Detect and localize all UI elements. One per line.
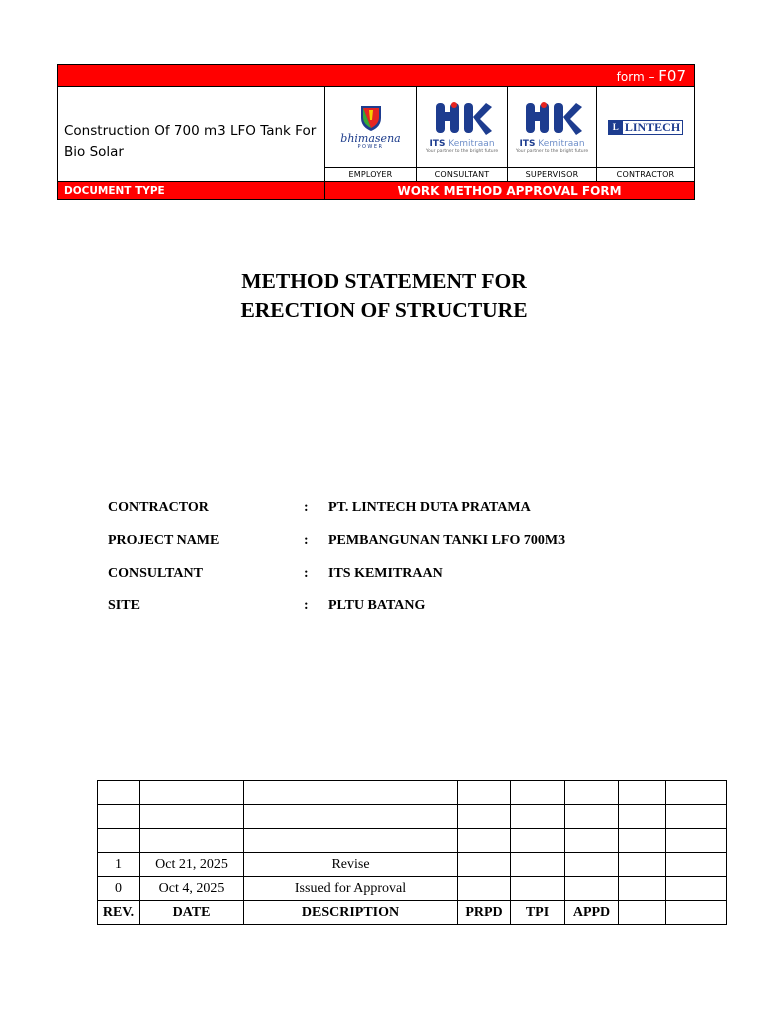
revision-table	[97, 780, 727, 925]
revision-table-cell	[458, 805, 511, 829]
consultant-logo-tagline: Your partner to the bright future	[425, 149, 499, 154]
revision-table-cell: Oct 4, 2025	[140, 877, 244, 901]
revision-table-cell	[244, 829, 458, 853]
form-code-bar	[58, 65, 694, 87]
info-separator: :	[304, 566, 309, 581]
lintech-logo-icon: L	[609, 121, 623, 134]
revision-table-cell	[511, 829, 565, 853]
revision-table-cell	[98, 781, 140, 805]
form-header	[57, 64, 695, 200]
revision-table-cell	[565, 877, 619, 901]
revision-table-cell	[666, 877, 727, 901]
revision-table-cell	[666, 901, 727, 925]
role-contractor: CONTRACTOR	[597, 167, 694, 181]
revision-table-row	[98, 877, 727, 901]
info-value: PEMBANGUNAN TANKI LFO 700M3	[328, 533, 566, 548]
info-label: PROJECT NAME	[108, 533, 220, 548]
revision-table-cell: TPI	[511, 901, 565, 925]
revision-table-row	[98, 829, 727, 853]
revision-table-cell	[140, 781, 244, 805]
supervisor-logo-text: ITS Kemitraan	[519, 139, 585, 149]
revision-table-cell	[140, 805, 244, 829]
revision-table-cell	[619, 805, 666, 829]
document-title-line-1: METHOD STATEMENT FOR	[241, 269, 527, 293]
form-code-prefix: form –	[616, 70, 659, 84]
info-separator: :	[304, 598, 309, 613]
revision-table-cell	[98, 805, 140, 829]
revision-table-cell: APPD	[565, 901, 619, 925]
revision-table-cell	[619, 829, 666, 853]
revision-table-cell	[666, 853, 727, 877]
revision-table-cell	[619, 901, 666, 925]
revision-table-cell	[458, 781, 511, 805]
revision-table-cell	[458, 877, 511, 901]
revision-table-cell	[511, 853, 565, 877]
lintech-logo	[608, 120, 683, 135]
revision-table-cell	[98, 829, 140, 853]
revision-table-row	[98, 805, 727, 829]
revision-table-cell: 0	[98, 877, 140, 901]
revision-table-cell	[140, 829, 244, 853]
revision-table-cell	[619, 853, 666, 877]
its-logo-icon	[430, 99, 494, 139]
revision-table-cell: PRPD	[458, 901, 511, 925]
document-title-line-2: ERECTION OF STRUCTURE	[240, 298, 528, 322]
revision-table-cell	[565, 829, 619, 853]
revision-table-cell: 1	[98, 853, 140, 877]
contractor-logo-cell	[597, 87, 694, 167]
revision-table-header	[98, 901, 727, 925]
revision-table-cell: Oct 21, 2025	[140, 853, 244, 877]
revision-table-cell	[619, 781, 666, 805]
revision-table-cell: Revise	[244, 853, 458, 877]
document-type-label: DOCUMENT TYPE	[58, 181, 325, 199]
info-label: CONTRACTOR	[108, 500, 209, 515]
revision-table-cell	[619, 877, 666, 901]
info-row-site	[108, 598, 668, 618]
revision-table-row	[98, 781, 727, 805]
consultant-logo-text: ITS Kemitraan	[429, 139, 495, 149]
info-row-project-name	[108, 533, 668, 553]
revision-table-cell	[244, 805, 458, 829]
document-type-value: WORK METHOD APPROVAL FORM	[325, 181, 694, 199]
employer-logo-cell	[325, 87, 417, 167]
info-separator: :	[304, 533, 309, 548]
bhimasena-logo-icon	[358, 104, 384, 132]
revision-table-cell: REV.	[98, 901, 140, 925]
role-supervisor: SUPERVISOR	[508, 167, 597, 181]
revision-table-cell: DATE	[140, 901, 244, 925]
info-value: ITS KEMITRAAN	[328, 566, 443, 581]
info-value: PLTU BATANG	[328, 598, 426, 613]
revision-table-cell	[511, 877, 565, 901]
revision-table-cell	[666, 829, 727, 853]
info-separator: :	[304, 500, 309, 515]
revision-table-cell	[565, 805, 619, 829]
revision-table-cell: DESCRIPTION	[244, 901, 458, 925]
bhimasena-logo-text: bhimasena	[340, 131, 401, 145]
revision-table-cell	[565, 853, 619, 877]
info-row-contractor	[108, 500, 668, 520]
revision-table-row	[98, 853, 727, 877]
consultant-logo-cell	[417, 87, 508, 167]
revision-table-cell	[244, 781, 458, 805]
project-title: Construction Of 700 m3 LFO Tank For Bio Solar	[58, 87, 325, 181]
supervisor-logo-tagline: Your partner to the bright future	[515, 149, 589, 154]
bhimasena-logo-sub: POWER	[357, 143, 384, 150]
info-row-consultant	[108, 566, 668, 586]
revision-table-cell	[565, 781, 619, 805]
revision-table-cell	[511, 781, 565, 805]
revision-table-cell	[511, 805, 565, 829]
lintech-logo-text: LINTECH	[624, 119, 681, 134]
form-code: F07	[658, 67, 686, 85]
info-label: CONSULTANT	[108, 566, 203, 581]
info-value: PT. LINTECH DUTA PRATAMA	[328, 500, 531, 515]
revision-table-cell	[666, 805, 727, 829]
revision-table-cell	[666, 781, 727, 805]
role-employer: EMPLOYER	[325, 167, 417, 181]
revision-table-cell	[458, 853, 511, 877]
supervisor-logo-cell	[508, 87, 597, 167]
its-logo-icon	[520, 99, 584, 139]
revision-table-cell: Issued for Approval	[244, 877, 458, 901]
info-label: SITE	[108, 598, 140, 613]
role-consultant: CONSULTANT	[417, 167, 508, 181]
revision-table-cell	[458, 829, 511, 853]
